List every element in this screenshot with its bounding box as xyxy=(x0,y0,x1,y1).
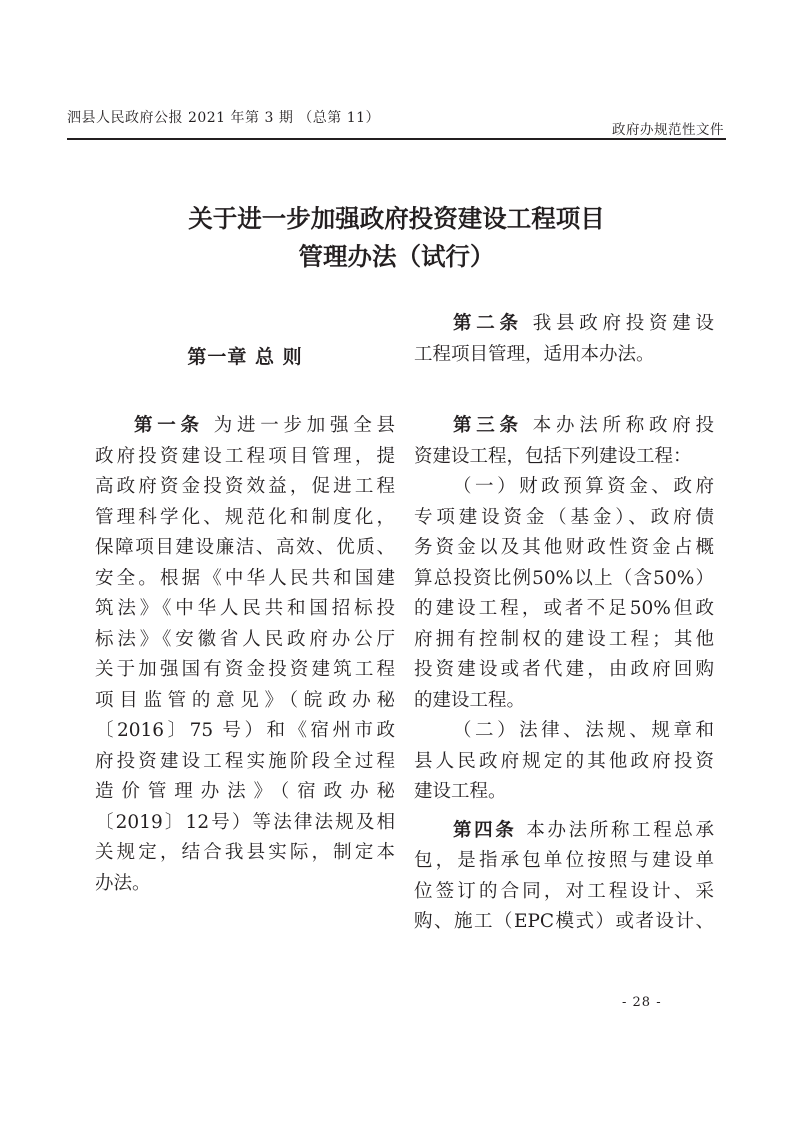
paragraph-line: 工程项目管理，适用本办法。 xyxy=(414,343,655,365)
page-number: - 28 - xyxy=(622,995,662,1010)
article-3 xyxy=(414,411,714,808)
paragraph-line: 〔2019〕12号）等法律法规及相 xyxy=(95,811,395,833)
paragraph-line: 政府投资建设工程项目管理，提 xyxy=(95,445,395,467)
paragraph-line: 关规定，结合我县实际，制定本 xyxy=(95,842,395,863)
paragraph-line: 筑法》《中华人民共和国招标投 xyxy=(95,598,395,619)
article-label: 第二条 xyxy=(453,313,523,334)
paragraph-line: 位签订的合同，对工程设计、采 xyxy=(414,880,714,902)
journal-header: 泗县人民政府公报 2021 年第 3 期 （总第 11） xyxy=(67,110,381,126)
paragraph-line: 资建设工程，包括下列建设工程： xyxy=(414,445,692,467)
article-label: 第三条 xyxy=(453,415,523,436)
article-label: 第四条 xyxy=(453,819,517,841)
paragraph-line: 办法。 xyxy=(95,872,151,894)
title-line-2: 管理办法（试行） xyxy=(298,242,495,271)
article-4 xyxy=(414,816,714,938)
paragraph-line: 第一条 为进一步加强全县 xyxy=(134,415,395,436)
paragraph-line: 关于加强国有资金投资建筑工程 xyxy=(95,659,395,680)
chapter-heading: 第一章 总 则 xyxy=(187,346,303,368)
paragraph-line: 保障项目建设廉洁、高效、优质、 xyxy=(95,537,395,558)
paragraph-line: 第四条 本办法所称工程总承 xyxy=(453,819,714,841)
paragraph-line: 高政府资金投资效益，促进工程 xyxy=(95,476,395,497)
document-title xyxy=(60,200,733,276)
paragraph-line: 管理科学化、规范化和制度化， xyxy=(95,506,395,528)
paragraph-line: 项目监管的意见》（皖政办秘 xyxy=(95,689,395,711)
paragraph-line: 包，是指承包单位按照与建设单 xyxy=(414,850,714,871)
paragraph-line: 务资金以及其他财政性资金占概 xyxy=(414,537,714,558)
left-column xyxy=(95,411,395,899)
paragraph-line: 的建设工程。 xyxy=(414,689,526,711)
title-line-1: 关于进一步加强政府投资建设工程项目 xyxy=(188,204,605,233)
paragraph-line: 的建设工程，或者不足50%但政 xyxy=(414,598,714,619)
article-label: 第一条 xyxy=(134,415,204,436)
paragraph-line: 算总投资比例50%以上（含50%） xyxy=(414,567,714,589)
paragraph-line: 第二条 我县政府投资建设 xyxy=(453,313,714,334)
paragraph-line: 县人民政府规定的其他政府投资 xyxy=(414,750,714,772)
paragraph-line: 专项建设资金（基金）、政府债 xyxy=(414,506,714,528)
paragraph-line: （一）财政预算资金、政府 xyxy=(453,476,714,497)
paragraph-line: 府投资建设工程实施阶段全过程 xyxy=(95,750,395,772)
article-1 xyxy=(95,411,395,899)
paragraph-line: 府拥有控制权的建设工程；其他 xyxy=(414,628,714,650)
paragraph-line: 安全。根据《中华人民共和国建 xyxy=(95,567,395,589)
paragraph-line: 购、施工（EPC模式）或者设计、 xyxy=(414,911,714,932)
right-column xyxy=(414,309,714,938)
paragraph-line: 〔2016〕75 号）和《宿州市政 xyxy=(95,720,395,741)
paragraph-line: 造价管理办法》（宿政办秘 xyxy=(95,781,395,802)
paragraph-line: 第三条 本办法所称政府投 xyxy=(453,415,714,436)
paragraph-line: （二）法律、法规、规章和 xyxy=(453,720,714,741)
paragraph-line: 投资建设或者代建，由政府回购 xyxy=(414,659,714,680)
paragraph-line: 建设工程。 xyxy=(414,781,507,802)
article-2 xyxy=(414,309,714,370)
paragraph-line: 标法》《安徽省人民政府办公厅 xyxy=(95,628,395,650)
header-divider xyxy=(67,138,726,140)
section-header: 政府办规范性文件 xyxy=(612,122,724,138)
